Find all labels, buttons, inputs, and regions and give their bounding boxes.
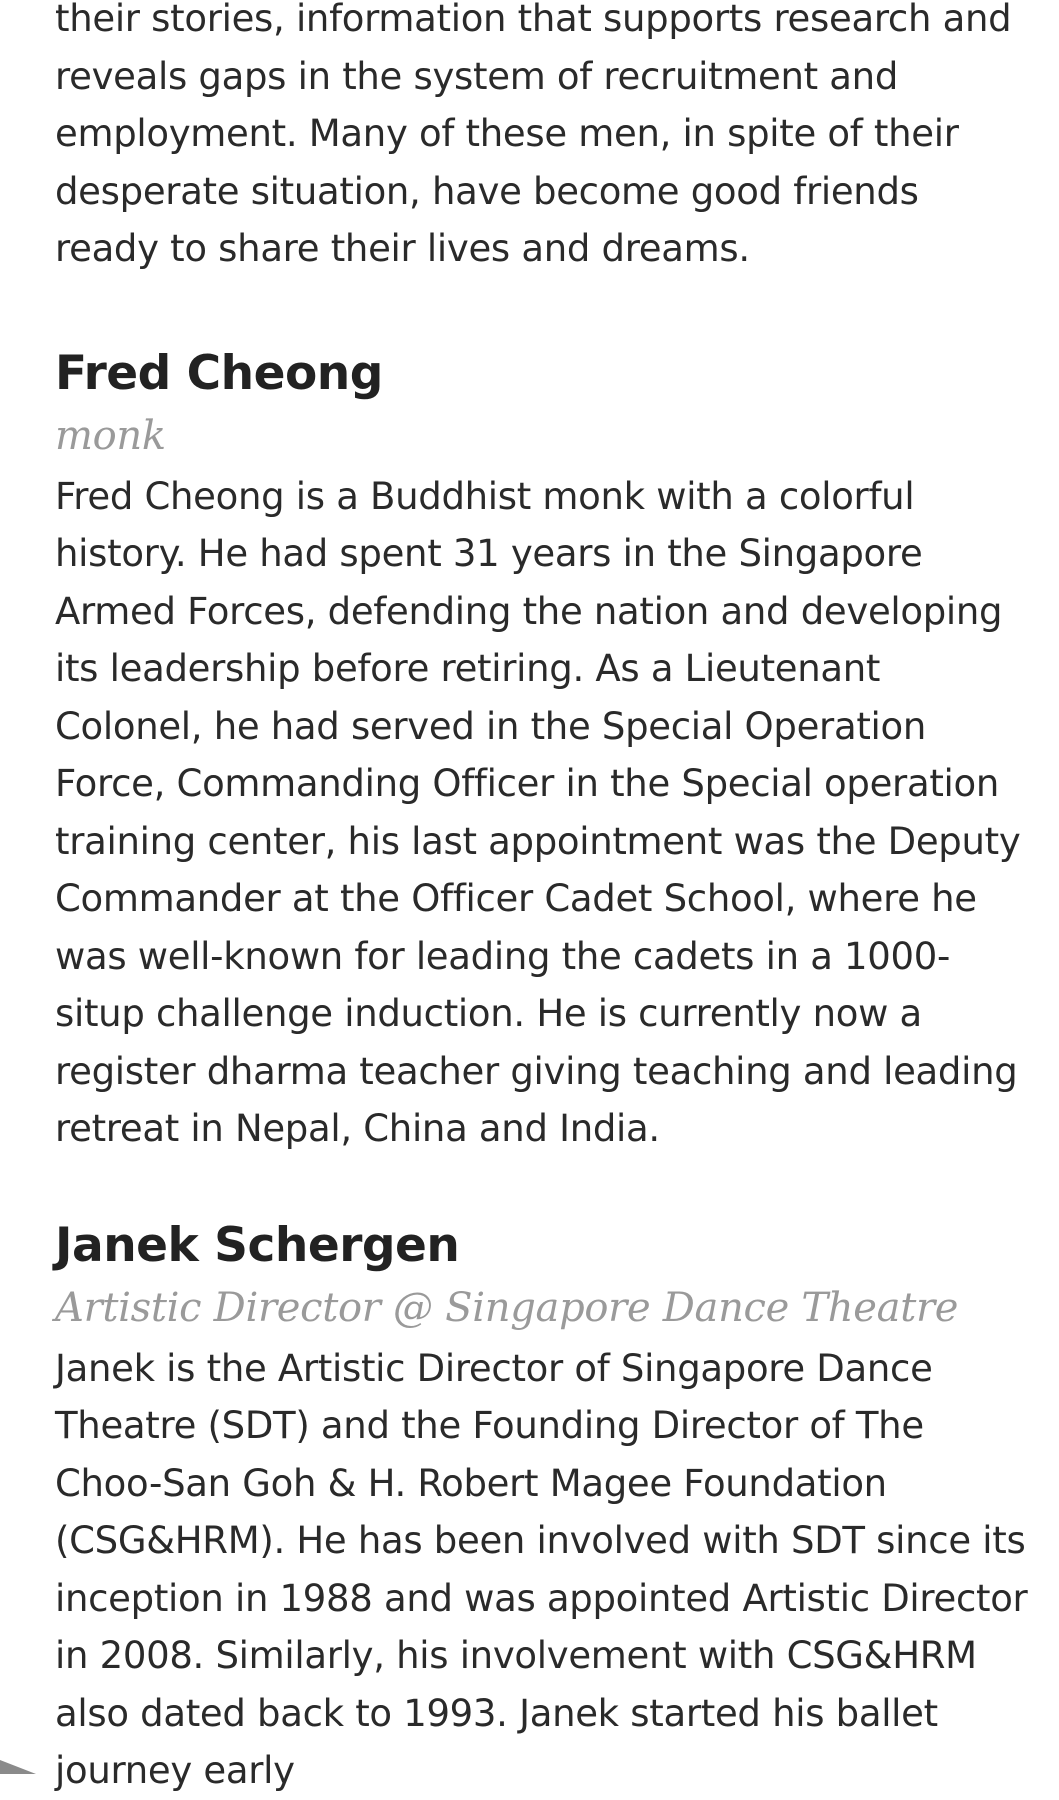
page-curl-corner [0, 1760, 36, 1774]
bio-name: Fred Cheong [55, 345, 383, 401]
article-body [55, 0, 1030, 1800]
bio-text: Fred Cheong is a Buddhist monk with a colorful history. He had spent 31 years in the Singapore Armed Forces, defending the nation and developing its leadership before retiring. As a Lieutenant Colonel, he had served in the Special Operation Force, Commanding Officer in the Special operation training center, his last appointment was the Deputy Commander at the Officer Cadet School, where he was well-known for leading the cadets in a 1000-situp challenge induction. He is currently now a register dharma teacher giving teaching and leading retreat in Nepal, China and India. [55, 474, 1021, 1150]
bio-role: Artistic Director @ Singapore Dance Theatre [55, 1284, 959, 1331]
intro-paragraph: their stories, information that supports research and reveals gaps in the system of recruitment and employment. Many of these men, in spite of their desperate situation, have become good friends ready to share their lives and dreams. [55, 0, 1012, 270]
bio-janek-schergen [55, 1218, 1030, 1800]
bio-name: Janek Schergen [55, 1217, 460, 1273]
bio-fred-cheong [55, 346, 1030, 1158]
bio-text: Janek is the Artistic Director of Singapore Dance Theatre (SDT) and the Founding Director of The Choo-San Goh & H. Robert Magee Foundation (CSG&HRM). He has been involved with SDT since its inception in 1988 and was appointed Artistic Director in 2008. Similarly, his involvement with CSG&HRM also dated back to 1993. Janek started his ballet journey early [55, 1346, 1028, 1792]
bio-role: monk [55, 412, 166, 459]
